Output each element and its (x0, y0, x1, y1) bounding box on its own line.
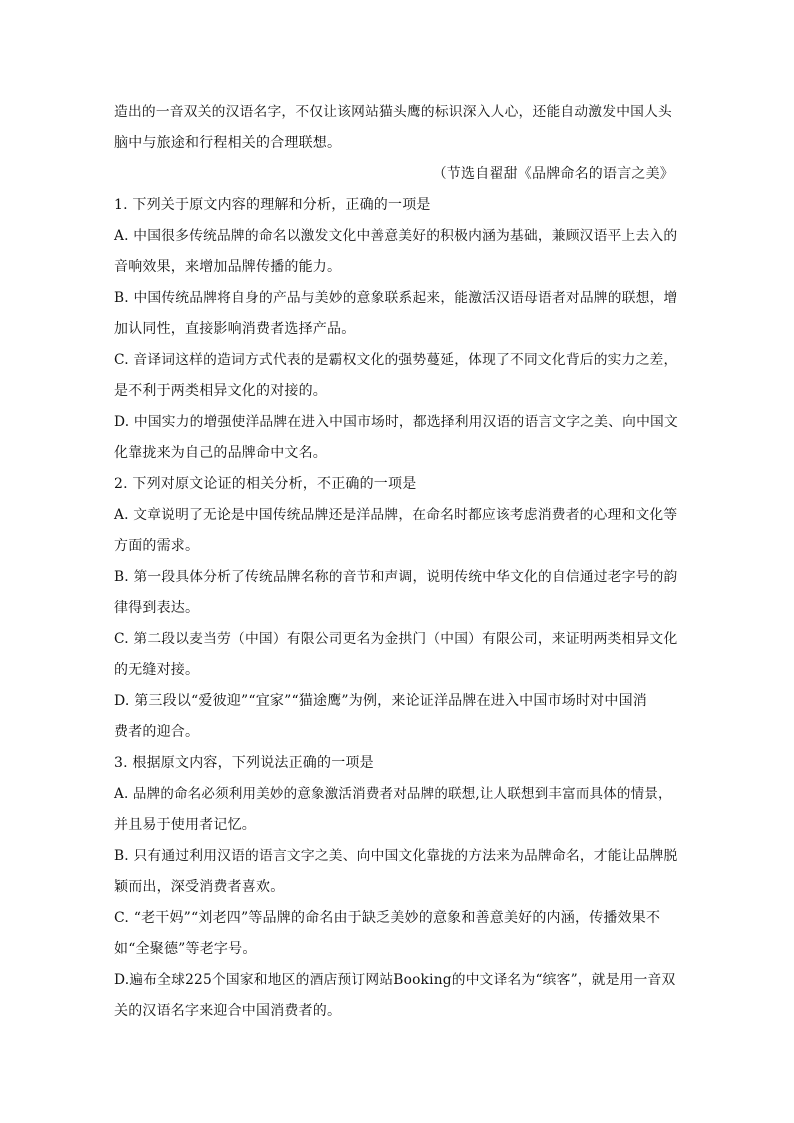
option-line: 关的汉语名字来迎合中国消费者的。 (114, 1003, 342, 1019)
question-stem: 3. 根据原文内容，下列说法正确的一项是 (114, 755, 374, 771)
option-line: 律得到表达。 (114, 600, 200, 616)
passage-line: 脑中与旅途和行程相关的合理联想。 (114, 135, 342, 151)
option-line: A. 文章说明了无论是中国传统品牌还是洋品牌，在命名时都应该考虑消费者的心理和文化等 (114, 507, 678, 523)
option-line: 颖而出，深受消费者喜欢。 (114, 879, 285, 895)
option-line: D. 中国实力的增强使洋品牌在进入中国市场时，都选择利用汉语的语言文字之美、向中国文 (114, 414, 678, 430)
option-line: D.遍布全球225个国家和地区的酒店预订网站Booking的中文译名为“缤客”，就是用一音双 (114, 972, 676, 988)
question-stem: 2. 下列对原文论证的相关分析，不正确的一项是 (114, 476, 417, 492)
option-line: B. 第一段具体分析了传统品牌名称的音节和声调，说明传统中华文化的自信通过老字号的韵 (114, 569, 678, 585)
option-line: 如“全聚德”等老字号。 (114, 941, 257, 957)
option-line: 的无缝对接。 (114, 662, 200, 678)
option-line: 是不利于两类相异文化的对接的。 (114, 383, 327, 399)
option-line: 方面的需求。 (114, 538, 200, 554)
option-line: C. 第二段以麦当劳（中国）有限公司更名为金拱门（中国）有限公司，来证明两类相异文化 (114, 631, 678, 647)
option-line: 并且易于使用者记忆。 (114, 817, 256, 833)
passage-line: 造出的一音双关的汉语名字，不仅让该网站猫头鹰的标识深入人心，还能自动激发中国人头 (114, 104, 673, 120)
option-line: 化靠拢来为自己的品牌命中文名。 (114, 445, 327, 461)
option-line: B. 中国传统品牌将自身的产品与美妙的意象联系起来，能激活汉语母语者对品牌的联想，增 (114, 290, 678, 306)
option-line: 音响效果，来增加品牌传播的能力。 (114, 259, 342, 275)
option-line: 加认同性，直接影响消费者选择产品。 (114, 321, 356, 337)
option-line: C. “老干妈”“刘老四”等品牌的命名由于缺乏美妙的意象和善意美好的内涵，传播效果不 (114, 910, 661, 926)
question-stem: 1. 下列关于原文内容的理解和分析，正确的一项是 (114, 197, 431, 213)
option-line: A. 品牌的命名必须利用美妙的意象激活消费者对品牌的联想,让人联想到丰富而具体的情景， (114, 786, 672, 802)
passage-source: （节选自翟甜《品牌命名的语言之美》 (432, 166, 674, 182)
option-line: 费者的迎合。 (114, 724, 200, 740)
option-line: A. 中国很多传统品牌的命名以激发文化中善意美好的积极内涵为基础，兼顾汉语平上去入的 (114, 228, 678, 244)
option-line: D. 第三段以“爱彼迎”“宜家”“猫途鹰”为例，来论证洋品牌在进入中国市场时对中国消 (114, 693, 647, 709)
option-line: B. 只有通过利用汉语的语言文字之美、向中国文化靠拢的方法来为品牌命名，才能让品牌脱 (114, 848, 678, 864)
option-line: C. 音译词这样的造词方式代表的是霸权文化的强势蔓延，体现了不同文化背后的实力之差， (114, 352, 678, 368)
